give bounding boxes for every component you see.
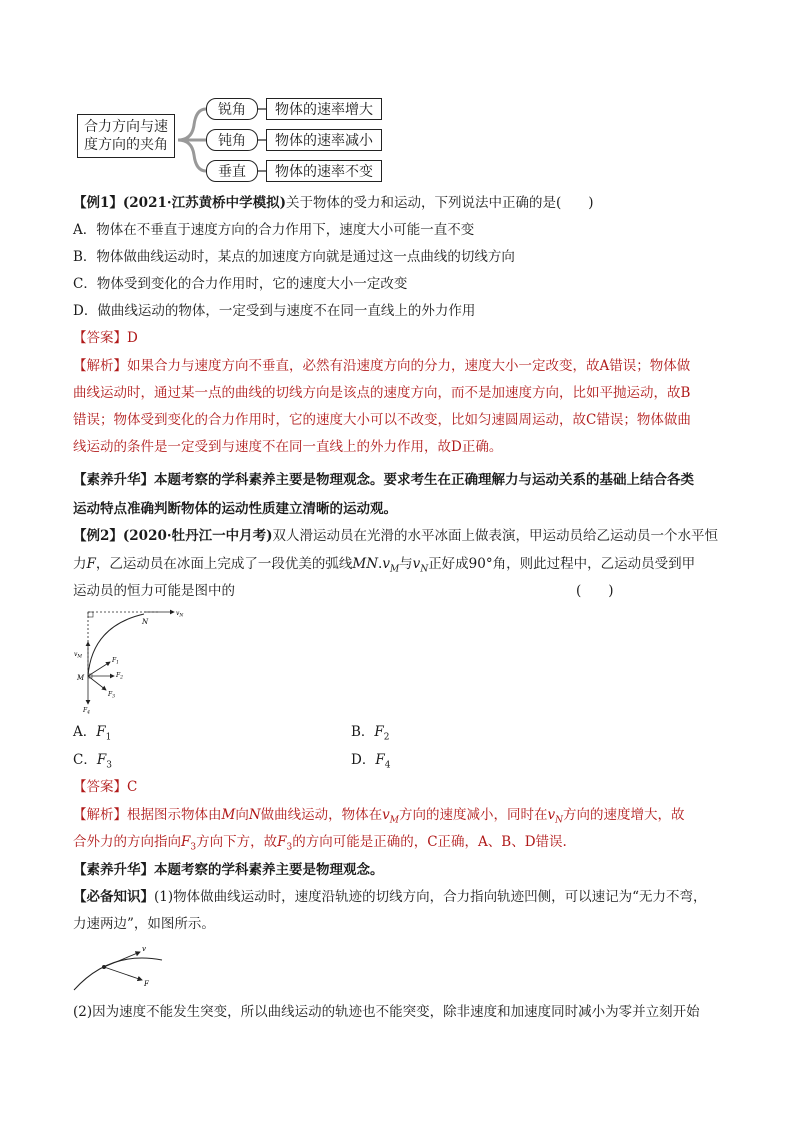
example1-option-b: B．物体做曲线运动时，某点的加速度方向就是通过这一点曲线的切线方向	[73, 249, 515, 265]
ex2-opt-c-prefix: C．	[73, 752, 97, 768]
an1-M: M	[221, 807, 236, 823]
example2-source: (2020·牡丹江一中月考)	[122, 528, 273, 544]
fig-N: N	[142, 618, 149, 626]
svg-text:F1	[111, 657, 119, 666]
example2-q-text2b: ，乙运动员在冰面上完成了一段优美的弧线	[95, 556, 353, 572]
example2-answer-tag: 【答案】	[73, 779, 127, 795]
example2-option-d	[351, 751, 390, 775]
fig-M: M	[77, 674, 85, 682]
an1-N: N	[248, 807, 261, 823]
fig-F1-sub: 1	[116, 660, 120, 666]
an1-c: 做曲线运动，物体在	[260, 807, 383, 823]
example2-answer-bracket: ( )	[576, 583, 614, 599]
example1-answer-tag: 【答案】	[73, 330, 127, 346]
example2-q-vM-sub: M	[389, 564, 400, 575]
an1-vN: v	[547, 807, 556, 823]
knowledge-figure	[70, 940, 170, 996]
fig-F4: F	[83, 707, 88, 714]
example1-analysis-line4: 线运动的条件是一定受到与速度不在同一直线上的外力作用，故D正确。	[73, 439, 503, 455]
example2-q-MN: MN	[352, 556, 379, 572]
knowledge-line3: (2)因为速度不能发生突变，所以曲线运动的轨迹也不能突变，除非速度和加速度同时减小为零并立刻开始	[73, 1004, 700, 1020]
an2-F2: F	[277, 834, 287, 850]
svg-text:F3	[107, 691, 115, 700]
an1-b: 向	[235, 807, 249, 823]
fig-F2: F	[116, 672, 121, 679]
example2-analysis-line2	[73, 833, 567, 857]
knowledge-tag: 【必备知识】	[73, 889, 154, 905]
an2-F2-sub: 3	[286, 842, 293, 853]
example2-q-dot: .	[378, 556, 383, 572]
example2-analysis-line1	[73, 806, 685, 830]
example1-option-a: A．物体在不垂直于速度方向的合力作用下，速度大小可能一直不变	[73, 222, 475, 238]
mindmap-branch-acute: 锐角	[206, 98, 258, 120]
example2-answer-value: C	[127, 779, 138, 795]
ex2-opt-c-F: F	[96, 752, 107, 768]
example2-q-vN-sub: N	[420, 564, 429, 575]
example1-analysis-tag: 【解析】	[73, 358, 127, 374]
example1-option-c: C．物体受到变化的合力作用时，它的速度大小一定改变	[73, 276, 408, 292]
fig-F2-sub: 2	[120, 675, 124, 681]
example1-question	[73, 194, 594, 212]
example2-q-F: F	[86, 556, 96, 572]
mindmap-result-acute: 物体的速率增大	[266, 98, 382, 120]
an1-vM: v	[382, 807, 390, 823]
example2-literacy-tag: 【素养升华】	[73, 862, 154, 878]
example2-q-vN: v	[412, 556, 421, 572]
an2-F: F	[181, 834, 191, 850]
svg-text:F2	[115, 672, 123, 681]
example1-literacy-line1	[73, 471, 694, 489]
svg-text:vN	[176, 610, 184, 619]
example1-literacy-tag: 【素养升华】	[73, 472, 154, 488]
an2-F-sub: 3	[190, 842, 197, 853]
knowledge-text1: (1)物体做曲线运动时，速度沿轨迹的切线方向，合力指向轨迹凹侧，可以速记为“无力不弯，	[154, 889, 707, 905]
fig-vN-sub: N	[179, 613, 184, 619]
fig-F1: F	[112, 657, 117, 664]
example2-option-a	[73, 723, 111, 747]
example2-q-text1: 双人滑运动员在光滑的水平冰面上做表演，甲运动员给乙运动员一个水平恒	[272, 528, 718, 544]
example1-analysis-line3: 错误；物体受到变化的合力作用时，它的速度大小可以不改变，比如匀速圆周运动，故C错误；物体做曲	[73, 412, 691, 428]
knowledge-line2: 力速两边”，如图所示。	[73, 916, 215, 932]
fig-vN: v	[176, 610, 180, 617]
example1-analysis-line2: 曲线运动时，通过某一点的曲线的切线方向是该点的速度方向，而不是加速度方向，比如平抛运动，故B	[73, 385, 691, 401]
example2-literacy	[73, 861, 384, 879]
mindmap-root-line2: 度方向的夹角	[84, 137, 168, 153]
example2-option-c	[73, 751, 112, 775]
example2-answer	[73, 778, 137, 796]
example2-question-line3: 运动员的恒力可能是图中的	[73, 583, 235, 599]
example2-q-text2a: 力	[73, 556, 87, 572]
ex2-opt-a-prefix: A．	[73, 724, 97, 740]
mindmap-result-perpendicular: 物体的速率不变	[266, 160, 382, 182]
fig-vM: v	[74, 651, 78, 658]
ex2-opt-b-sub: 2	[383, 732, 390, 743]
svg-text:vM	[74, 651, 82, 660]
an2-a: 合外力的方向指向	[73, 834, 181, 850]
fig-F3: F	[108, 691, 113, 698]
example1-answer	[73, 329, 138, 347]
example2-analysis-tag: 【解析】	[73, 807, 127, 823]
example2-option-b	[351, 723, 390, 747]
ex2-opt-a-F: F	[96, 724, 106, 740]
example1-analysis-line1	[73, 357, 690, 375]
an1-e: 方向的速度增大，故	[563, 807, 685, 823]
example2-question-line2	[73, 555, 695, 579]
example1-question-text: 关于物体的受力和运动，下列说法中正确的是( )	[285, 195, 594, 211]
ex2-opt-d-sub: 4	[384, 760, 391, 771]
example2-literacy-text: 本题考察的学科素养主要是物理观念。	[154, 862, 384, 878]
an1-vN-sub: N	[555, 815, 564, 826]
fig-vM-sub: M	[77, 654, 82, 660]
example1-option-d: D．做曲线运动的物体，一定受到与速度不在同一直线上的外力作用	[73, 303, 476, 319]
example2-tag: 【例2】	[73, 528, 123, 544]
example1-literacy-line2: 运动特点准确判断物体的运动性质建立清晰的运动观。	[73, 501, 397, 517]
example2-question-line1	[73, 527, 718, 545]
ex2-opt-d-F: F	[375, 752, 385, 768]
example2-figure	[66, 604, 196, 716]
example2-q-text2c: 正好成90°角，则此过程中，乙运动员受到甲	[428, 556, 696, 572]
an1-d: 方向的速度减小，同时在	[399, 807, 548, 823]
svg-text:F4	[82, 707, 90, 716]
knowledge-fig-v: v	[142, 945, 146, 953]
example1-tag: 【例1】	[73, 195, 123, 211]
example1-answer-value: D	[127, 330, 138, 346]
ex2-opt-d-prefix: D．	[351, 752, 376, 768]
fig-F3-sub: 3	[112, 694, 116, 700]
knowledge-line1	[73, 888, 707, 906]
fig-F4-sub: 4	[87, 710, 91, 716]
example2-q-yu: 与	[399, 556, 413, 572]
an1-vM-sub: M	[389, 815, 399, 826]
mindmap-root-line1: 合力方向与速	[84, 119, 168, 135]
an1-a: 根据图示物体由	[127, 807, 222, 823]
knowledge-fig-F: F	[144, 980, 149, 988]
example1-literacy-text1: 本题考察的学科素养主要是物理观念。要求考生在正确理解力与运动关系的基础上结合各类	[154, 472, 694, 488]
mindmap-branch-perpendicular: 垂直	[206, 160, 258, 182]
ex2-opt-c-sub: 3	[106, 760, 112, 771]
example1-source: (2021·江苏黄桥中学模拟)	[122, 195, 286, 211]
mindmap-branch-obtuse: 钝角	[206, 129, 258, 151]
ex2-opt-b-F: F	[374, 724, 384, 740]
example1-analysis-text1: 如果合力与速度方向不垂直，必然有沿速度方向的分力，速度大小一定改变，故A错误；物体做	[127, 358, 691, 374]
mindmap-result-obtuse: 物体的速率减小	[266, 129, 382, 151]
an2-b: 方向下方，故	[196, 834, 278, 850]
ex2-opt-b-prefix: B．	[351, 724, 375, 740]
an2-c: 的方向可能是正确的，C正确，A、B、D错误.	[292, 834, 567, 850]
mindmap-root	[77, 114, 175, 158]
ex2-opt-a-sub: 1	[105, 732, 112, 743]
example2-q-vM: v	[382, 556, 390, 572]
